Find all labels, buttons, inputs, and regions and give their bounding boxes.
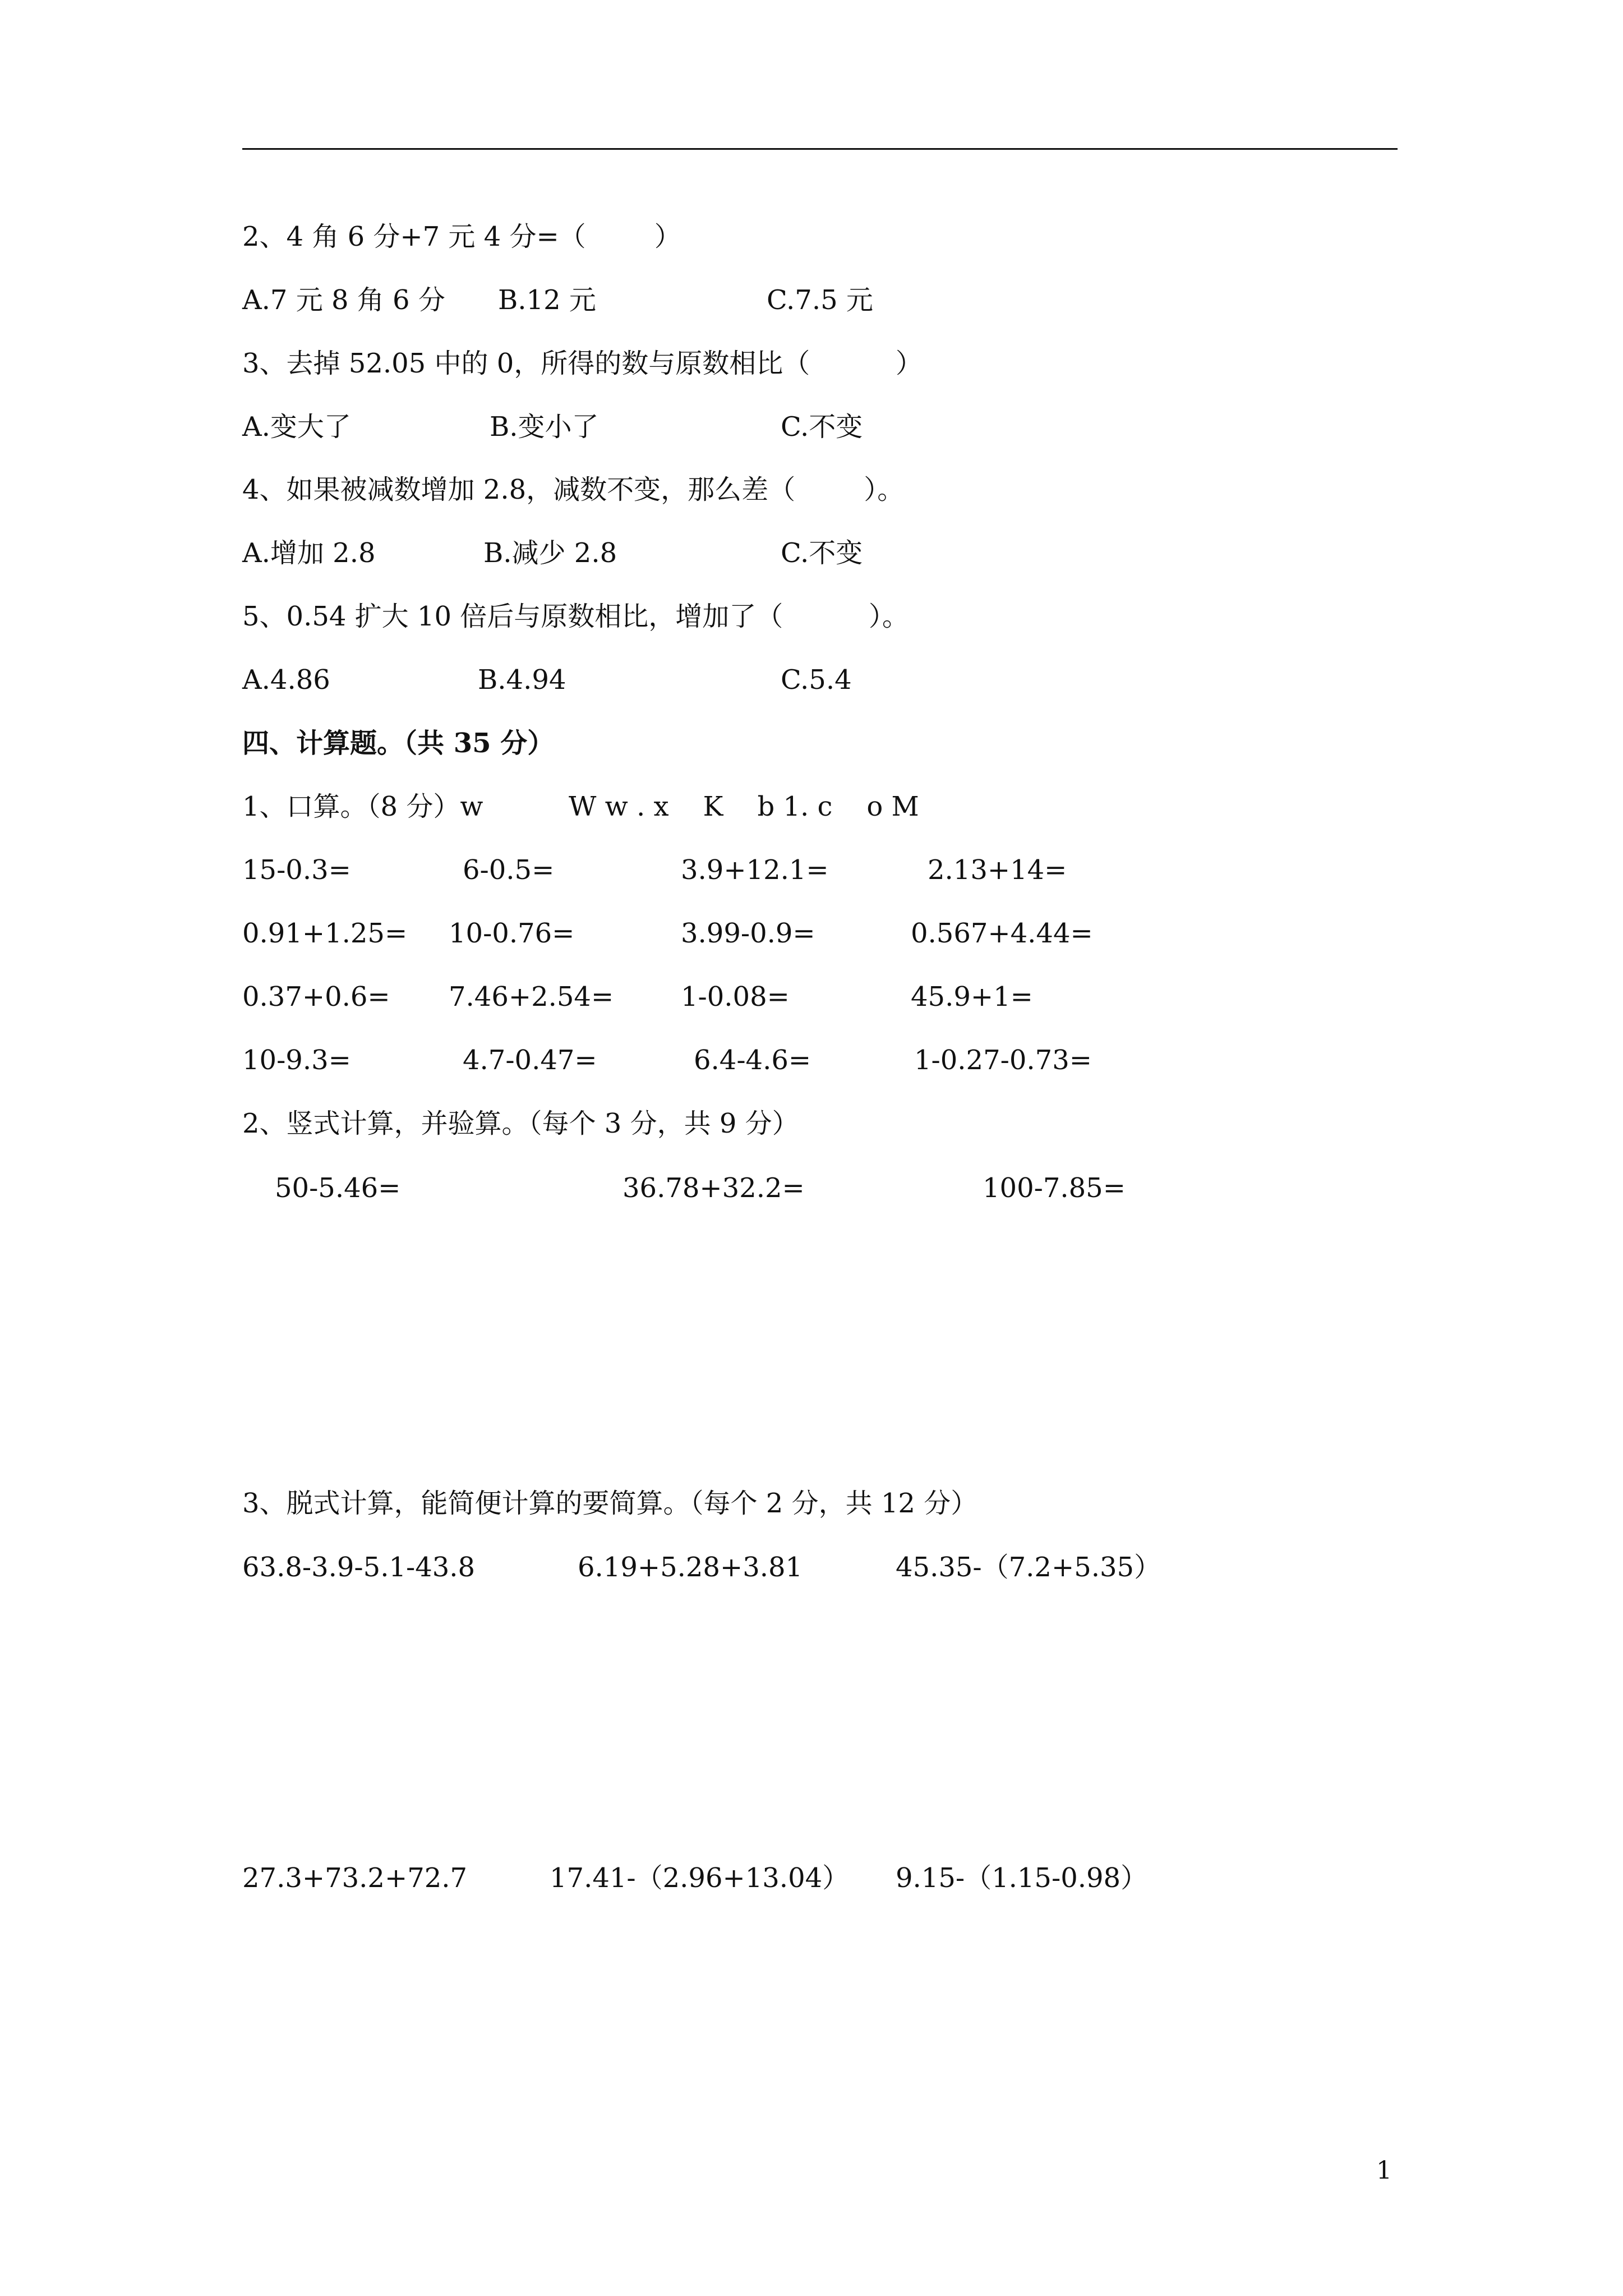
step-calc-item: 9.15-（1.15-0.98）: [896, 1862, 1148, 1894]
question-5-option-b: B.4.94: [478, 664, 566, 696]
question-2-stem: 2、4 角 6 分+7 元 4 分=（ ）: [242, 221, 681, 252]
part-2-title: 2、竖式计算，并验算。（每个 3 分，共 9 分）: [242, 1108, 799, 1139]
oral-item: 10-9.3=: [242, 1045, 351, 1076]
oral-item: 0.91+1.25=: [242, 918, 408, 949]
oral-item: 3.99-0.9=: [681, 918, 815, 949]
oral-item: 1-0.08=: [681, 981, 790, 1013]
oral-item: 6-0.5=: [463, 854, 555, 886]
oral-item: 7.46+2.54=: [449, 981, 614, 1013]
page-number: 1: [1376, 2156, 1392, 2185]
oral-item: 1-0.27-0.73=: [914, 1045, 1092, 1076]
question-3-option-a: A.变大了: [242, 411, 351, 443]
question-3-option-c: C.不变: [781, 411, 863, 443]
oral-item: 15-0.3=: [242, 854, 351, 886]
question-4-stem: 4、如果被减数增加 2.8，减数不变，那么差（ ）。: [242, 474, 905, 505]
question-4-option-a: A.增加 2.8: [242, 537, 376, 569]
question-2-option-b: B.12 元: [498, 284, 596, 316]
vertical-calc-item: 100-7.85=: [983, 1172, 1126, 1204]
part-1-title: 1、口算。（8 分）w W w . x K b 1. c o M: [242, 791, 919, 822]
step-calc-item: 17.41-（2.96+13.04）: [550, 1862, 850, 1894]
oral-item: 45.9+1=: [911, 981, 1033, 1013]
oral-item: 6.4-4.6=: [694, 1045, 811, 1076]
oral-item: 2.13+14=: [928, 854, 1067, 886]
header-rule: [242, 148, 1398, 150]
question-3-option-b: B.变小了: [490, 411, 599, 443]
oral-item: 0.567+4.44=: [911, 918, 1093, 949]
oral-item: 0.37+0.6=: [242, 981, 390, 1013]
part-3-title: 3、脱式计算，能简便计算的要简算。（每个 2 分，共 12 分）: [242, 1488, 978, 1519]
vertical-calc-item: 50-5.46=: [275, 1172, 401, 1204]
question-2-option-c: C.7.5 元: [767, 284, 873, 316]
step-calc-item: 45.35-（7.2+5.35）: [896, 1552, 1161, 1583]
vertical-calc-item: 36.78+32.2=: [623, 1172, 805, 1204]
question-3-stem: 3、去掉 52.05 中的 0，所得的数与原数相比（ ）: [242, 348, 923, 379]
question-2-option-a: A.7 元 8 角 6 分: [242, 284, 445, 316]
question-4-option-c: C.不变: [781, 537, 863, 569]
question-5-stem: 5、0.54 扩大 10 倍后与原数相比，增加了（ ）。: [242, 601, 909, 632]
section-4-heading: 四、计算题。（共 35 分）: [242, 728, 555, 759]
question-5-option-c: C.5.4: [781, 664, 852, 696]
oral-item: 10-0.76=: [449, 918, 575, 949]
oral-item: 4.7-0.47=: [463, 1045, 597, 1076]
oral-item: 3.9+12.1=: [681, 854, 829, 886]
step-calc-item: 63.8-3.9-5.1-43.8: [242, 1552, 476, 1583]
question-4-option-b: B.减少 2.8: [483, 537, 617, 569]
question-5-option-a: A.4.86: [242, 664, 330, 696]
step-calc-item: 6.19+5.28+3.81: [578, 1552, 803, 1583]
step-calc-item: 27.3+73.2+72.7: [242, 1862, 468, 1894]
